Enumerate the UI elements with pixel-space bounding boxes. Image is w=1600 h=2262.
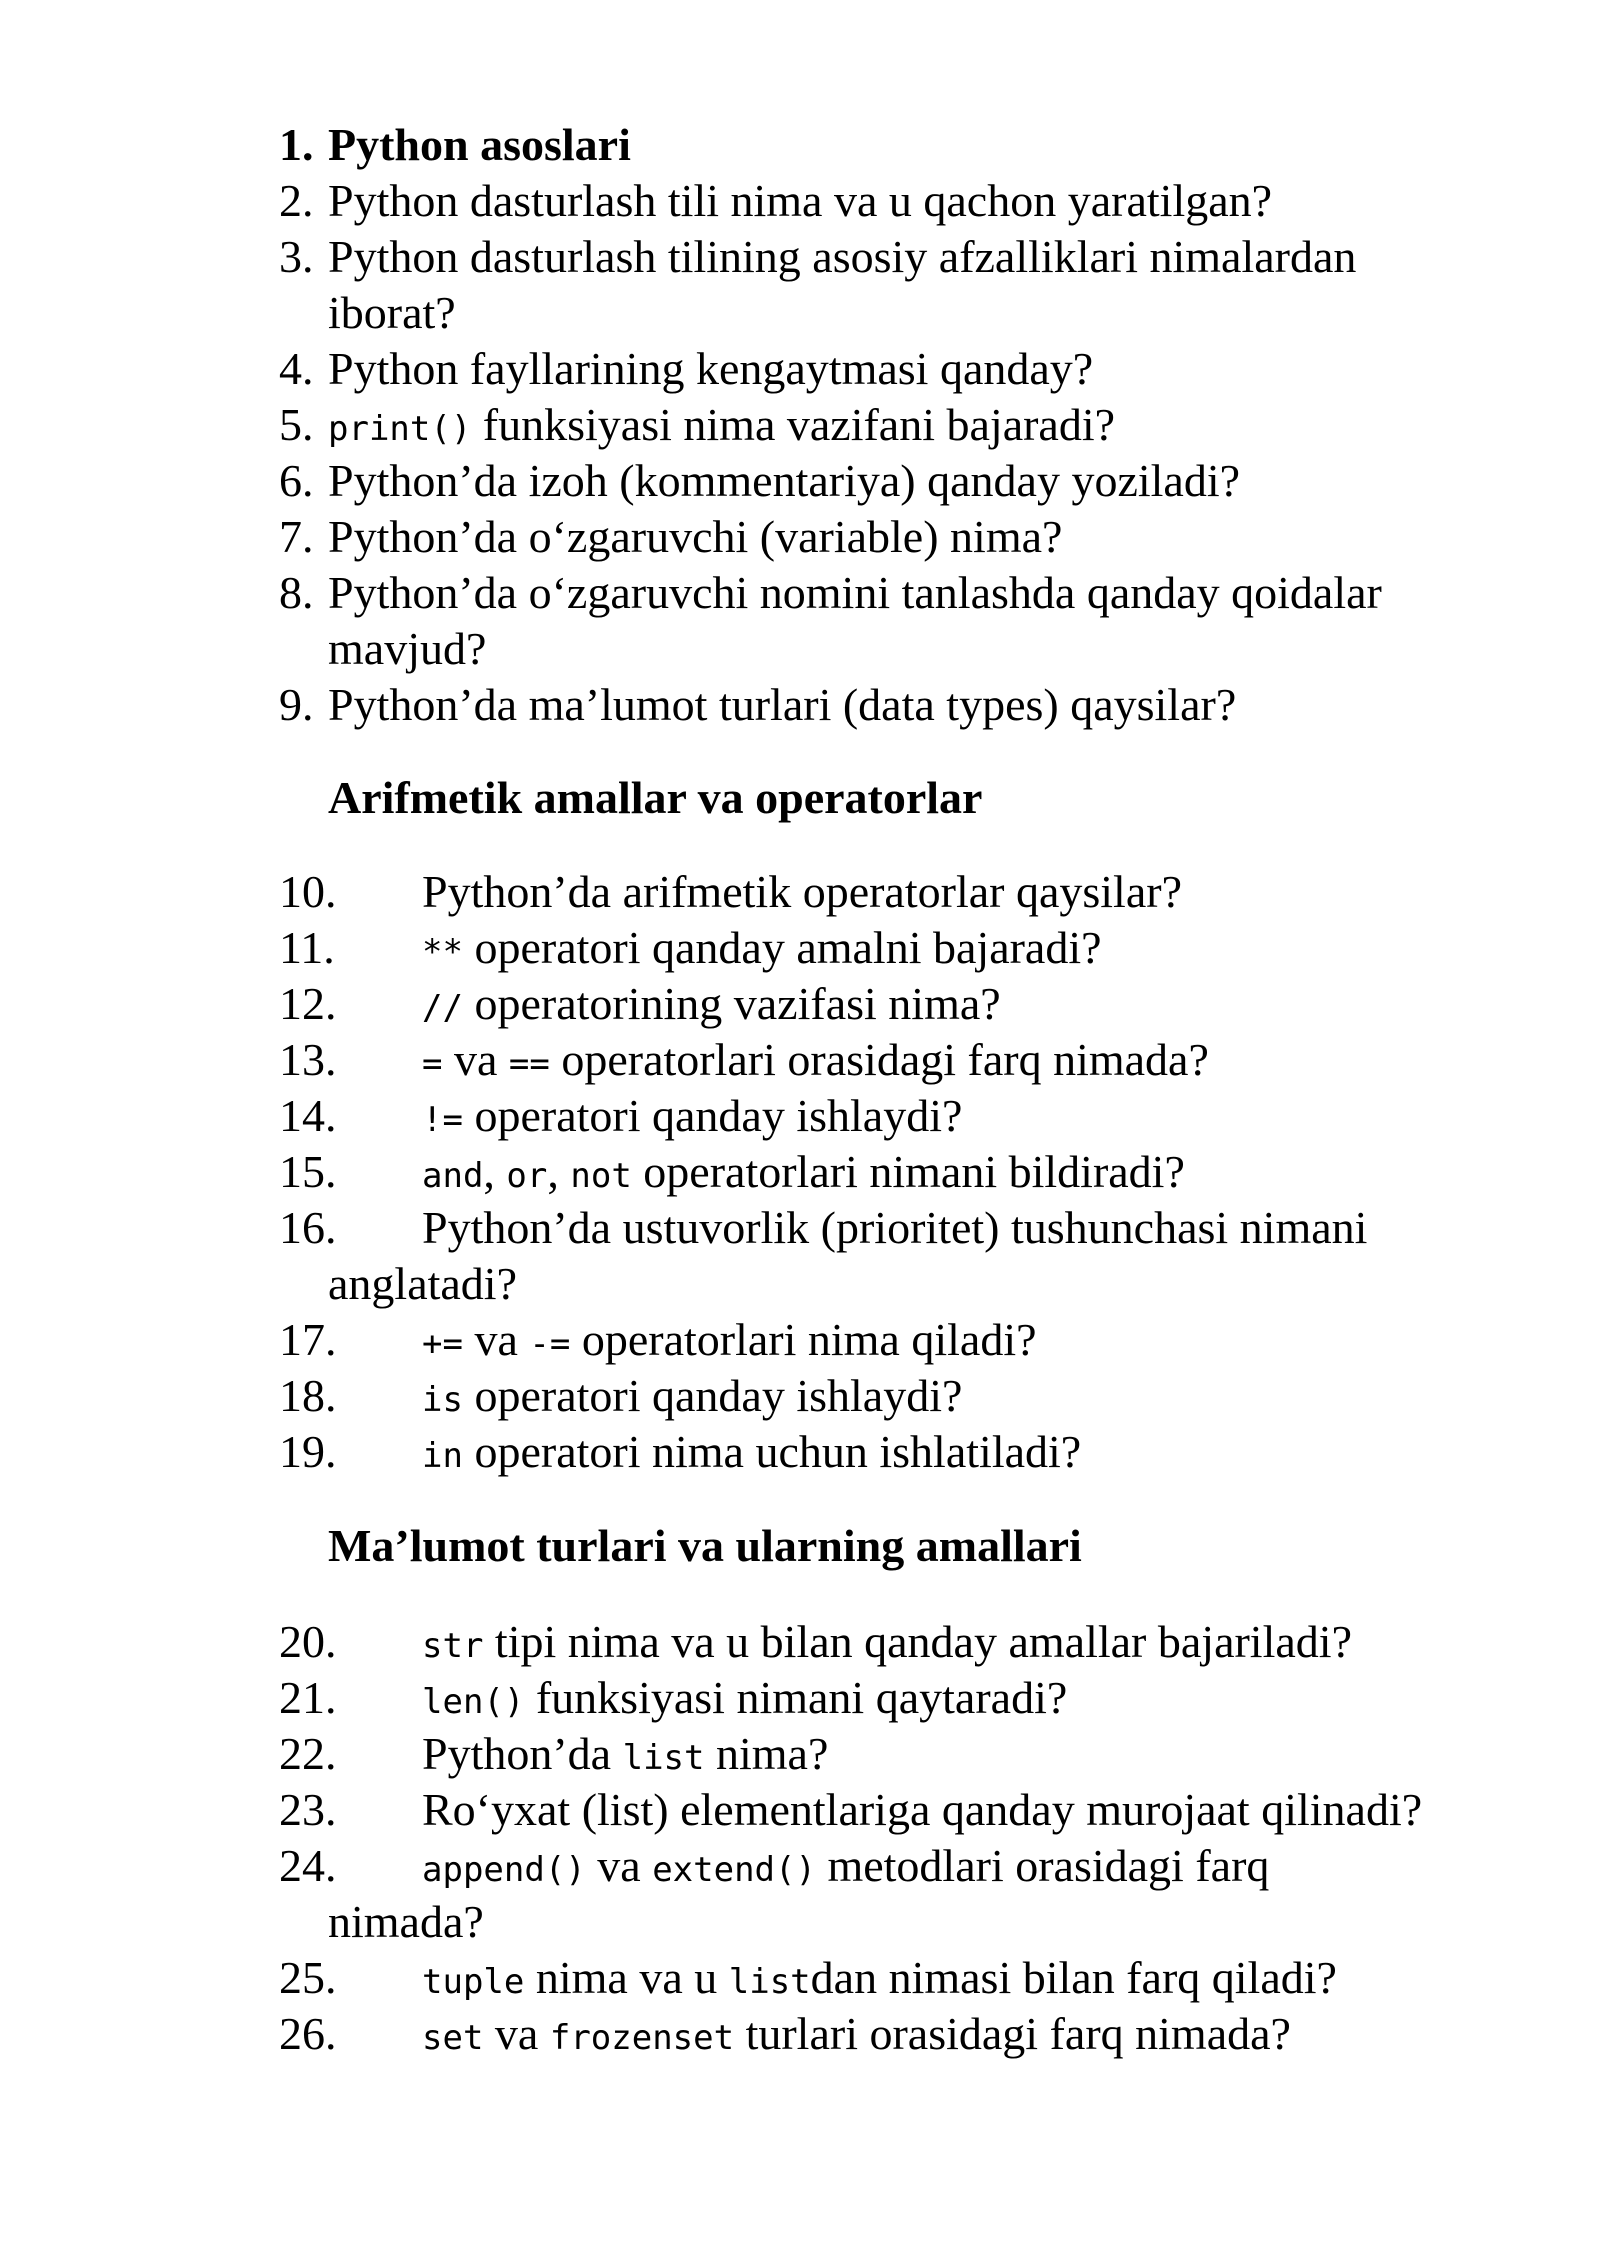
item-number: 23. [279, 1784, 337, 1835]
item-text: append() va extend() metodlari orasidagi farq [422, 1840, 1270, 1891]
code-snippet: list [622, 1738, 705, 1778]
code-snippet: extend() [652, 1850, 816, 1890]
item-number: 15. [279, 1146, 337, 1197]
item-number: 20. [279, 1616, 337, 1667]
item-number: 18. [279, 1370, 337, 1421]
code-snippet: != [422, 1100, 463, 1140]
item-text: Python’da izoh (kommentariya) qanday yoziladi? [328, 455, 1241, 506]
item-text: Python’da o‘zgaruvchi nomini tanlashda qanday qoidalar [328, 567, 1382, 618]
item-text: str tipi nima va u bilan qanday amallar bajariladi? [422, 1616, 1352, 1667]
item-number: 17. [279, 1314, 337, 1365]
section-heading-arithmetic: Arifmetik amallar va operatorlar [328, 772, 983, 823]
code-snippet: or [506, 1156, 548, 1196]
item-text: in operatori nima uchun ishlatiladi? [422, 1426, 1082, 1477]
code-snippet: print() [328, 409, 472, 449]
code-snippet: str [422, 1626, 484, 1666]
item-text: Python’da ustuvorlik (prioritet) tushunchasi nimani [422, 1202, 1368, 1253]
item-number: 24. [279, 1840, 337, 1891]
item-text: Python’da list nima? [422, 1728, 829, 1779]
item-number: 13. [279, 1034, 337, 1085]
item-number: 5. [279, 399, 314, 450]
item-number: 12. [279, 978, 337, 1029]
code-snippet: len() [422, 1682, 525, 1722]
item-text: print() funksiyasi nima vazifani bajaradi? [328, 399, 1116, 450]
code-snippet: in [422, 1436, 463, 1476]
item-number: 25. [279, 1952, 337, 2003]
item-number: 2. [279, 175, 314, 226]
item-number: 8. [279, 567, 314, 618]
code-snippet: tuple [422, 1962, 525, 2002]
item-number: 21. [279, 1672, 337, 1723]
item-text: and, or, not operatorlari nimani bildiradi? [422, 1146, 1185, 1197]
code-snippet: == [508, 1044, 550, 1084]
code-snippet: set [422, 2018, 484, 2058]
item-text: len() funksiyasi nimani qaytaradi? [422, 1672, 1068, 1723]
item-text: Python’da o‘zgaruvchi (variable) nima? [328, 511, 1063, 562]
code-snippet: append() [422, 1850, 586, 1890]
code-snippet: frozenset [549, 2018, 735, 2058]
item-text-continuation: nimada? [328, 1896, 484, 1947]
item-number: 7. [279, 511, 314, 562]
item-text: Python dasturlash tili nima va u qachon yaratilgan? [328, 175, 1273, 226]
item-number: 22. [279, 1728, 337, 1779]
item-text: is operatori qanday ishlaydi? [422, 1370, 963, 1421]
item-number: 10. [279, 866, 337, 917]
item-number: 11. [279, 922, 335, 973]
item-text: tuple nima va u listdan nimasi bilan farq qiladi? [422, 1952, 1337, 2003]
item-number: 16. [279, 1202, 337, 1253]
code-snippet: // [422, 988, 463, 1028]
item-text: = va == operatorlari orasidagi farq nimada? [422, 1034, 1209, 1085]
item-number: 4. [279, 343, 314, 394]
item-number: 26. [279, 2008, 337, 2059]
item-text: ** operatori qanday amalni bajaradi? [422, 922, 1102, 973]
code-snippet: -= [529, 1324, 571, 1364]
item-number: 14. [279, 1090, 337, 1141]
item-text: Python’da ma’lumot turlari (data types) qaysilar? [328, 679, 1237, 730]
code-snippet: += [422, 1324, 463, 1364]
code-snippet: not [570, 1156, 632, 1196]
item-text-continuation: mavjud? [328, 623, 487, 674]
section-heading-data-types: Ma’lumot turlari va ularning amallari [328, 1520, 1082, 1571]
item-number: 9. [279, 679, 314, 730]
item-number: 6. [279, 455, 314, 506]
item-text-continuation: anglatadi? [328, 1258, 518, 1309]
item-text: Ro‘yxat (list) elementlariga qanday murojaat qilinadi? [422, 1784, 1423, 1835]
item-text: Python fayllarining kengaytmasi qanday? [328, 343, 1094, 394]
item-text: += va -= operatorlari nima qiladi? [422, 1314, 1037, 1365]
item-text: Python’da arifmetik operatorlar qaysilar? [422, 866, 1182, 917]
code-snippet: is [422, 1380, 463, 1420]
item-text: != operatori qanday ishlaydi? [422, 1090, 963, 1141]
code-snippet: and [422, 1156, 484, 1196]
code-snippet: list [728, 1962, 811, 2002]
item-number: 1. [279, 119, 314, 170]
item-text: // operatorining vazifasi nima? [422, 978, 1001, 1029]
item-text: set va frozenset turlari orasidagi farq nimada? [422, 2008, 1291, 2059]
code-snippet: = [422, 1044, 443, 1084]
item-text: Python dasturlash tilining asosiy afzalliklari nimalardan [328, 231, 1357, 282]
code-snippet: ** [422, 932, 463, 972]
item-text-continuation: iborat? [328, 287, 456, 338]
section-title: Python asoslari [328, 119, 631, 170]
item-number: 3. [279, 231, 314, 282]
item-number: 19. [279, 1426, 337, 1477]
